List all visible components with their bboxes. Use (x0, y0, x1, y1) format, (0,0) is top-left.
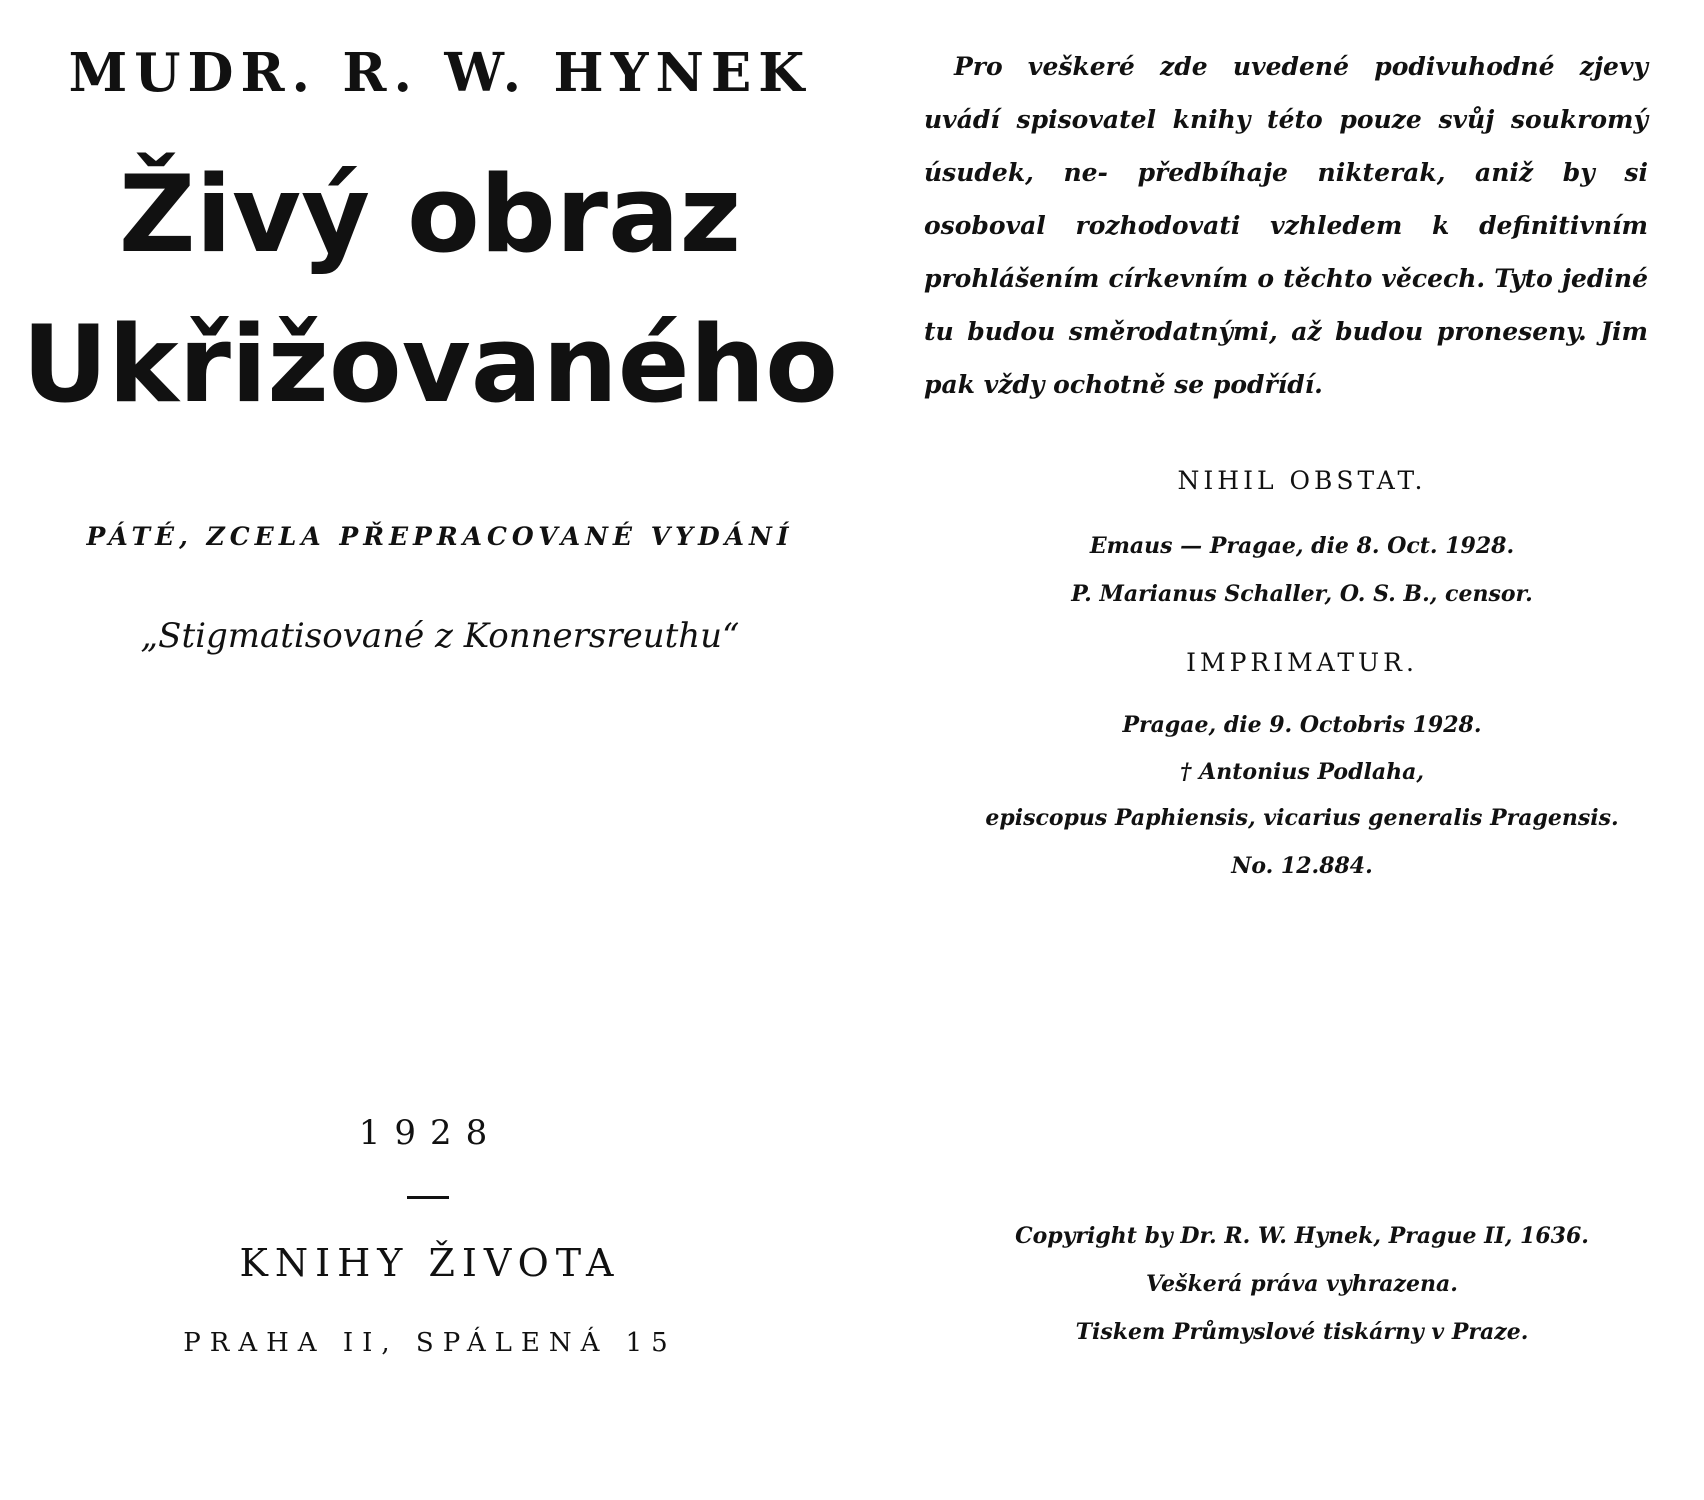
book-title-line-2: Ukřižovaného (22, 303, 838, 426)
disclaimer-line: proneseny. Jim pak vždy ochotně se podřídí. (924, 317, 1648, 399)
disclaimer-line: předbíhaje nikterak, aniž by si osoboval rozhodovati (924, 158, 1648, 240)
author-name: MUDR. R. W. HYNEK (68, 42, 812, 104)
book-title-line-1: Živý obraz (118, 153, 742, 276)
nihil-obstat-heading: NIHIL OBSTAT. (1177, 466, 1427, 495)
disclaimer-line: vzhledem k definitivním prohlášením církevním o těchto (924, 211, 1648, 293)
disclaimer-paragraph (924, 40, 1648, 411)
imprimatur-place-date: Pragae, die 9. Octobris 1928. (1122, 712, 1482, 738)
edition-note: PÁTÉ, ZCELA PŘEPRACOVANÉ VYDÁNÍ (86, 522, 794, 551)
copyright-line: Copyright by Dr. R. W. Hynek, Prague II, 1636. (1015, 1223, 1589, 1249)
disclaimer-line: věcech. Tyto jediné tu budou směrodatnými, až budou (924, 264, 1648, 346)
separator-dash (407, 1196, 449, 1199)
publication-year: 1928 (358, 1113, 502, 1153)
imprimatur-number: No. 12.884. (1231, 853, 1373, 879)
imprimatur-signer: † Antonius Podlaha, (1180, 759, 1424, 785)
disclaimer-line: spisovatel knihy této pouze svůj soukromý úsudek, ne- (924, 105, 1648, 187)
imprint-page (900, 0, 1704, 1500)
rights-reserved-line: Veškerá práva vyhrazena. (1146, 1271, 1458, 1297)
imprimatur-role: episcopus Paphiensis, vicarius generalis Pragensis. (985, 805, 1619, 831)
publisher-address: PRAHA II, SPÁLENÁ 15 (183, 1328, 677, 1358)
disclaimer-line: Pro veškeré zde uvedené podivuhodné zjevy uvádí (924, 52, 1648, 134)
publisher-name: KNIHY ŽIVOTA (239, 1241, 621, 1285)
imprimatur-heading: IMPRIMATUR. (1186, 648, 1418, 677)
nihil-obstat-place-date: Emaus — Pragae, die 8. Oct. 1928. (1089, 533, 1515, 559)
book-subtitle: „Stigmatisované z Konnersreuthu“ (140, 616, 740, 656)
printer-line: Tiskem Průmyslové tiskárny v Praze. (1075, 1319, 1529, 1345)
nihil-obstat-censor: P. Marianus Schaller, O. S. B., censor. (1071, 581, 1533, 607)
